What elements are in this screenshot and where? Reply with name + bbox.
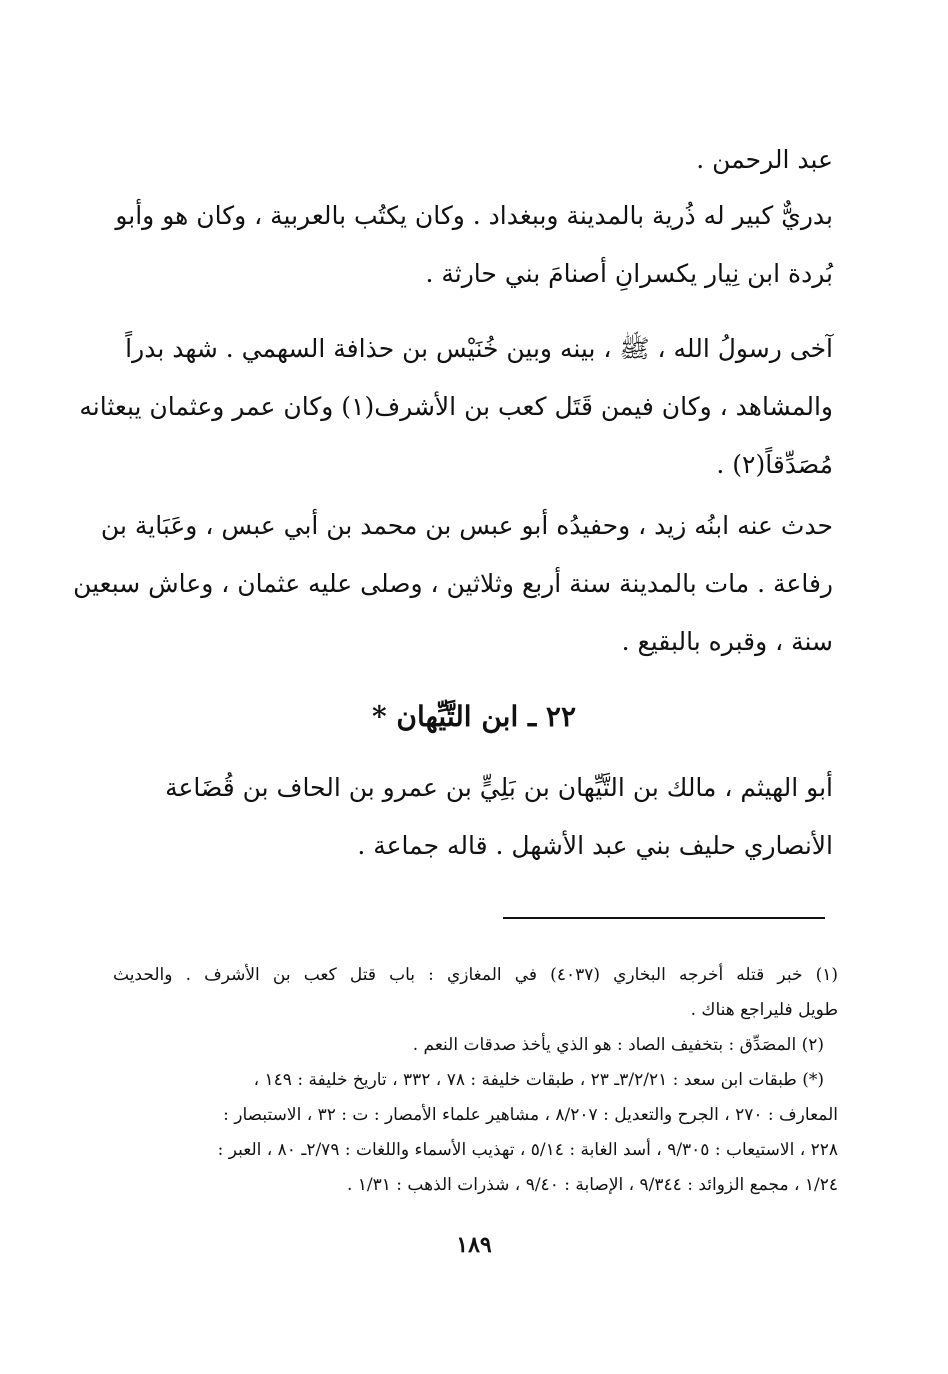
text-line: رفاعة . مات بالمدينة سنة أربع وثلاثين ، وصلى عليه عثمان ، وعاش سبعين bbox=[73, 569, 833, 598]
footnote-divider bbox=[503, 917, 825, 919]
text-line: الأنصاري حليف بني عبد الأشهل . قاله جماعة . bbox=[357, 831, 833, 860]
footnote-line: ١/٢٤ ، مجمع الزوائد : ٩/٣٤٤ ، الإصابة : ٩/٤٠ ، شذرات الذهب : ١/٣١ . bbox=[346, 1175, 838, 1195]
footnote-line: (*) طبقات ابن سعد : ٣/٢/٢١ـ ٢٣ ، طبقات خليفة : ٧٨ ، ٣٣٢ ، تاريخ خليفة : ١٤٩ ، bbox=[253, 1070, 824, 1090]
footnote-line: ٢٢٨ ، الاستيعاب : ٩/٣٠٥ ، أسد الغابة : ٥/١٤ ، تهذيب الأسماء واللغات : ٢/٧٩ـ ٨٠ ، العبر : bbox=[217, 1140, 838, 1160]
text-line: عبد الرحمن . bbox=[696, 145, 833, 174]
paragraph-5 bbox=[113, 759, 833, 875]
paragraph-4 bbox=[73, 497, 833, 671]
paragraph-2 bbox=[113, 187, 833, 303]
text-line: آخى رسولُ الله ، ﷺ ، بينه وبين خُنَيْس بن حذافة السهمي . شهد بدراً bbox=[125, 334, 833, 363]
text-line: سنة ، وقبره بالبقيع . bbox=[621, 627, 833, 656]
footnote-line: (١) خبر قتله أخرجه البخاري (٤٠٣٧) في المغازي : باب قتل كعب بن الأشرف . والحديث bbox=[113, 965, 838, 985]
paragraph-1 bbox=[113, 131, 833, 189]
text-line: حدث عنه ابنُه زيد ، وحفيدُه أبو عبس بن محمد بن أبي عبس ، وعَبَاية بن bbox=[100, 511, 833, 540]
text-line: مُصَدِّقاً(٢) . bbox=[716, 450, 833, 479]
page-number: ١٨٩ bbox=[456, 1232, 492, 1258]
footnote-line: المعارف : ٢٧٠ ، الجرح والتعديل : ٨/٢٠٧ ، مشاهير علماء الأمصار : ت : ٣٢ ، الاستبصار : bbox=[223, 1105, 838, 1125]
text-line: أبو الهيثم ، مالك بن التَّيِّهان بن بَلِيٍّ بن عمرو بن الحاف بن قُضَاعة bbox=[165, 773, 833, 802]
text-line: بدريٌّ كبير له ذُرية بالمدينة وببغداد . وكان يكتُب بالعربية ، وكان هو وأبو bbox=[115, 201, 833, 230]
footnotes bbox=[113, 958, 838, 1203]
text-line: بُردة ابن نِيار يكسرانِ أصنامَ بني حارثة . bbox=[425, 259, 833, 288]
section-heading: ٢٢ ـ ابن التَّيِّهان * bbox=[371, 700, 576, 733]
footnote-line: طويل فليراجع هناك . bbox=[690, 1000, 838, 1020]
paragraph-3 bbox=[79, 320, 833, 494]
footnote-line: (٢) المصَدِّق : بتخفيف الصاد : هو الذي يأخذ صدقات النعم . bbox=[412, 1035, 824, 1055]
text-line: والمشاهد ، وكان فيمن قَتَل كعب بن الأشرف(١) وكان عمر وعثمان يبعثانه bbox=[79, 392, 833, 421]
